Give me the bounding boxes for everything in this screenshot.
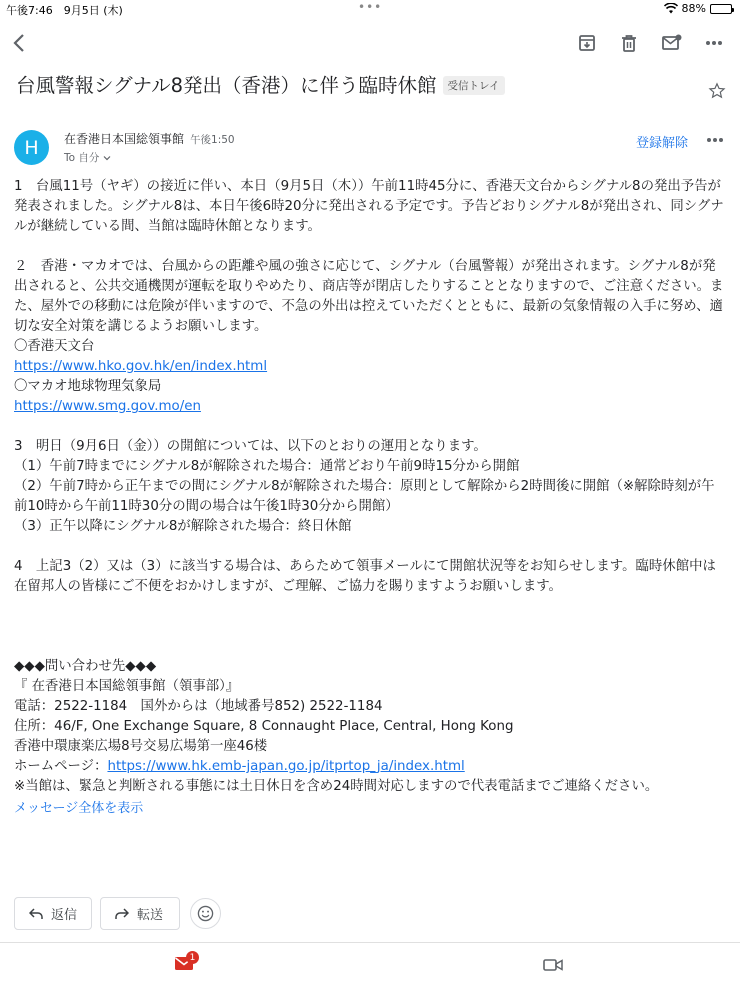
status-right: [664, 2, 732, 15]
forward-icon: [115, 908, 129, 920]
body-paragraph-3-item-2: （2）午前7時から正午までの間にシグナル8が解除された場合：原則として解除から2時間後に開館（※解除時刻が午前10時から午前11時30分の間の場合は午後1時30分から開館）: [14, 479, 715, 514]
email-subject: 台風警報シグナル8発出（香港）に伴う臨時休館: [16, 74, 437, 97]
sender-name: 在香港日本国総領事館: [64, 132, 185, 146]
forward-button[interactable]: [100, 897, 180, 930]
wifi-icon: [664, 3, 678, 14]
status-bar: [0, 0, 740, 18]
mark-unread-icon[interactable]: [659, 30, 685, 56]
multitask-dots[interactable]: •••: [358, 0, 383, 14]
smg-link[interactable]: https://www.smg.gov.mo/en: [14, 399, 201, 414]
body-paragraph-3-head: 3 明日（9月6日（金））の開館については、以下のとおりの運用となります。: [14, 439, 487, 454]
archive-icon[interactable]: [574, 30, 600, 56]
hko-label: 〇香港天文台: [14, 339, 95, 354]
contact-note: ※当館は、緊急と判断される事態には土日休日を含め24時間対応しますので代表電話までご連絡ください。: [14, 779, 659, 794]
homepage-label: ホームページ：: [14, 759, 108, 774]
inbox-label-chip[interactable]: 受信トレイ: [443, 76, 505, 95]
reply-button[interactable]: [14, 897, 92, 930]
trash-icon[interactable]: [616, 30, 642, 56]
body-paragraph-3-item-3: （3）正午以降にシグナル8が解除された場合：終日休館: [14, 519, 352, 534]
more-icon[interactable]: [701, 30, 727, 56]
mail-tab[interactable]: [174, 952, 196, 975]
forward-label: 転送: [137, 908, 164, 923]
battery-icon: [710, 4, 732, 14]
star-icon[interactable]: [708, 82, 726, 104]
sender-row: [14, 128, 726, 168]
reply-label: 返信: [51, 908, 78, 923]
reply-actions: [14, 897, 221, 930]
subject-row: [16, 72, 716, 100]
contact-phone: 電話：2522-1184 国外からは（地域番号852) 2522-1184: [14, 699, 383, 714]
contact-address-zh: 香港中環康楽広場8号交易広場第一座46楼: [14, 739, 268, 754]
smiley-icon: [197, 905, 214, 922]
avatar[interactable]: H: [14, 130, 49, 165]
video-camera-icon: [543, 958, 563, 972]
contact-org: 『 在香港日本国総領事館（領事部）』: [14, 679, 240, 694]
unsubscribe-link[interactable]: 登録解除: [635, 136, 688, 151]
unread-badge: 1: [186, 951, 199, 964]
homepage-link[interactable]: https://www.hk.emb-japan.go.jp/itprtop_ja/index.html: [107, 759, 465, 774]
contact-heading: ◆◆◆問い合わせ先◆◆◆: [14, 659, 157, 674]
chevron-down-icon: [103, 155, 111, 161]
battery-percent: 88%: [681, 2, 706, 15]
top-toolbar: [0, 28, 740, 58]
bottom-navigation: [0, 943, 740, 987]
emoji-reaction-button[interactable]: [190, 898, 221, 929]
more-icon[interactable]: [706, 130, 724, 154]
recipient-line[interactable]: [64, 150, 111, 165]
body-paragraph-4: 4 上記3（2）又は（3）に該当する場合は、あらためて領事メールにて開館状況等をお知らせします。臨時休館中は在留邦人の皆様にご不便をおかけしますが、ご理解、ご協力を賜りますようお願いします。: [14, 559, 716, 594]
back-icon[interactable]: [6, 30, 32, 56]
contact-address-en: 住所：46/F, One Exchange Square, 8 Connaught Place, Central, Hong Kong: [14, 719, 514, 734]
status-time-date: 午後7:46 9月5日 (木): [6, 4, 123, 17]
recipient-text: To 自分: [64, 152, 100, 164]
sender-time: 午後1:50: [190, 134, 235, 146]
sender-name-line[interactable]: [64, 130, 235, 147]
body-paragraph-2: ２ 香港・マカオでは、台風からの距離や風の強さに応じて、シグナル（台風警報）が発出されます。シグナル8が発出されると、公共交通機関が運転を取りやめたり、商店等が閉店したりすることとなりますので、ご注意ください。また、屋外での移動には危険が伴いますので、不急の外出は控えていただくとともに、最新の気象情報の入手に努め、適切な安全対策を講じるようお願いします。: [14, 259, 724, 334]
email-body: [14, 177, 726, 797]
meet-tab[interactable]: [543, 957, 563, 976]
show-entire-message-link[interactable]: メッセージ全体を表示: [14, 801, 144, 816]
body-paragraph-1: 1 台風11号（ヤギ）の接近に伴い、本日（9月5日（木））午前11時45分に、香港天文台からシグナル8の発出予告が発表されました。シグナル8は、本日午後6時20分に発出される予定です。予告どおりシグナル8が発出され、同シグナルが継続している間、当館は臨時休館となります。: [14, 179, 724, 234]
reply-icon: [29, 908, 43, 920]
hko-link[interactable]: https://www.hko.gov.hk/en/index.html: [14, 359, 268, 374]
body-paragraph-3-item-1: （1）午前7時までにシグナル8が解除された場合：通常どおり午前9時15分から開館: [14, 459, 520, 474]
smg-label: 〇マカオ地球物理気象局: [14, 379, 162, 394]
